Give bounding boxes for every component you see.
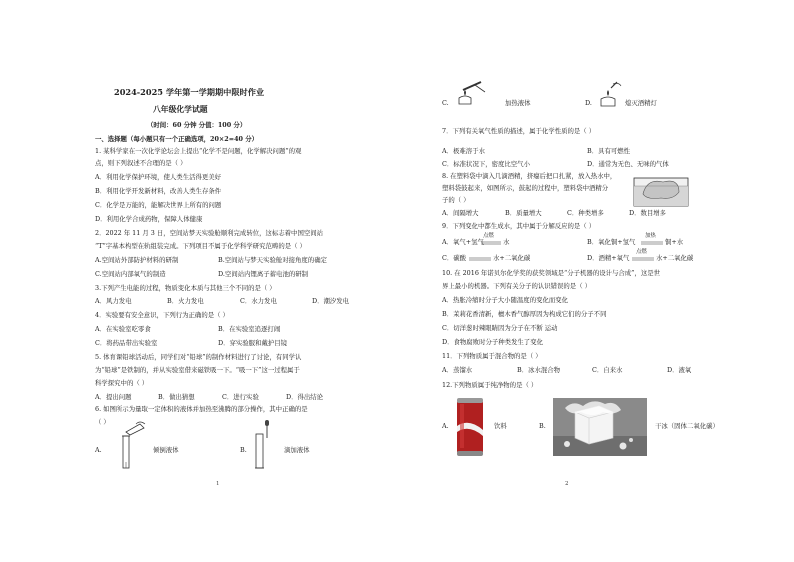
q8-option-d: D．数目增多: [629, 209, 667, 217]
q6-option-d-caption: 熄灭酒精灯: [625, 99, 657, 107]
q11-stem: 11．下列物质属于混合物的是（ ）: [442, 352, 542, 360]
q6-option-b-caption: 滴加液体: [284, 446, 310, 454]
q5-stem-line3: 科学探究中的（ ）: [95, 379, 149, 387]
q6-option-a-caption: 倾倒液体: [153, 446, 179, 454]
extinguish-lamp-illustration: [595, 82, 623, 108]
q9-option-c-reactants: C．碳酸: [442, 254, 467, 262]
q3-option-a: A．风力发电: [95, 297, 132, 305]
q9-option-d-arrow: [632, 257, 654, 261]
q10-option-a: A．热胀冷缩时分子大小随温度的变化而变化: [442, 296, 569, 304]
q5-option-c: C．进行实验: [222, 393, 259, 401]
q12-option-b-letter: B.: [539, 422, 546, 430]
q12-option-a-letter: A.: [442, 422, 449, 430]
q9-stem: 9．下列变化中都生成水，其中属于分解反应的是（ ）: [442, 222, 596, 230]
q9-option-a-products: 水: [503, 238, 510, 246]
plastic-bag-hot-water-illustration: [633, 172, 689, 208]
q7-option-c: C．标准状况下，密度比空气小: [442, 160, 530, 168]
q3-option-c: C．水力发电: [240, 297, 277, 305]
q9-option-c-arrow: [469, 257, 491, 261]
q9-option-a-reactants: A．氧气+氢气: [442, 238, 484, 246]
heat-liquid-illustration: [453, 82, 487, 108]
q6-option-a-letter: A.: [95, 446, 102, 454]
q5-option-d: D．得出结论: [286, 393, 324, 401]
q1-option-c: C．化学是万能的，能解决世界上所有的问题: [95, 201, 222, 209]
q1-stem-line1: 1. 某科学家在一次化学论坛会上提出“化学不是问题，化学解决问题”的观: [95, 147, 302, 155]
q9-option-b-reactants: B．氧化铜+氢气: [587, 238, 636, 246]
q10-stem-line2: 界上最小的机器。下列有关分子的认识错误的是（ ）: [442, 282, 592, 290]
q8-stem-line2: 塑料袋鼓起来，如图所示，鼓起的过程中，塑料袋中酒精分: [442, 184, 609, 192]
q8-option-c: C．种类增多: [567, 209, 604, 217]
q6-option-d-letter: D.: [585, 99, 592, 107]
q5-option-a: A．提出问题: [95, 393, 132, 401]
q12-option-a-caption: 饮料: [494, 422, 507, 430]
q4-option-c: C．将药品带出实验室: [95, 339, 158, 347]
q1-option-d: D．利用化学合成药物，保障人体健康: [95, 215, 203, 223]
q2-option-a: A.空间站外部防护材料的研制: [95, 256, 179, 264]
q5-stem-line1: 5. 体育课铅球活动后，同学们对“铅球”的制作材料进行了讨论，有同学认: [95, 353, 302, 361]
q8-stem-line1: 8. 在塑料袋中滴入几滴酒精，挤瘪后把口扎紧，放入热水中，: [442, 172, 617, 180]
q8-option-a: A．间隔增大: [442, 209, 479, 217]
q2-option-d: D.空间站内锂离子蓄电池的研制: [218, 270, 309, 278]
q5-stem-line2: 为“铅球”是铁制的，并从实验室借来磁铁吸一下。“吸一下”这一过程属于: [95, 366, 300, 374]
q9-option-b-arrow: [641, 241, 663, 245]
drop-liquid-illustration: [252, 420, 282, 470]
q3-option-b: B．火力发电: [167, 297, 204, 305]
q7-option-a: A．极难溶于水: [442, 147, 485, 155]
q10-stem-line1: 10. 在 2016 年诺贝尔化学奖的获奖领域是“分子机器的设计与合成”，这是世: [442, 269, 660, 277]
q1-option-b: B．利用化学开发新材料，改善人类生存条件: [95, 187, 222, 195]
page-number-2: 2: [565, 481, 569, 487]
q6-option-b-letter: B.: [240, 446, 247, 454]
q9-option-d-products: 水+二氧化碳: [656, 254, 694, 262]
q11-option-b: B．冰水混合物: [517, 366, 561, 374]
q10-option-c: C．切洋葱时辣眼睛因为分子在不断 运动: [442, 324, 558, 332]
section-heading: 一、选择题（每小题只有一个正确选项，20×2=40 分）: [95, 135, 258, 143]
q3-stem: 3.下列产生电能的过程，物质变化本质与其他三个不同的是（ ）: [95, 284, 276, 292]
q6-option-c-caption: 加热液体: [505, 99, 531, 107]
q6-option-c-letter: C.: [442, 99, 449, 107]
q9-option-d-reactants: D．酒精+氧气: [587, 254, 630, 262]
q4-stem: 4．实验要有安全意识，下列行为正确的是（ ）: [95, 311, 229, 319]
exam-meta: （时间：60 分钟 分值：100 分）: [147, 121, 247, 129]
q11-option-a: A．蒸馏水: [442, 366, 473, 374]
q12-stem: 12.下列物质属于纯净物的是（ ）: [442, 381, 538, 389]
q9-option-d-condition: 点燃: [636, 249, 647, 255]
page-number-1: 1: [216, 481, 220, 487]
q3-option-d: D．潮汐发电: [312, 297, 350, 305]
q4-option-d: D．穿实验服和戴护目镜: [218, 339, 288, 347]
q7-option-b: B．具有可燃性: [587, 147, 631, 155]
q10-option-b: B．茉莉花香清新，檀木香气醇厚因为构成它们的分子不同: [442, 310, 607, 318]
q8-option-b: B．质量增大: [505, 209, 542, 217]
q6-stem-line1: 6. 如图所示为量取一定体积的液体并加热至沸腾的部分操作，其中正确的是: [95, 405, 308, 413]
q2-stem-line2: “T”字基本构型在轨组装完成。下列项目不属于化学科学研究范畴的是（ ）: [95, 242, 306, 250]
q9-option-a-arrow: [481, 241, 501, 245]
q6-stem-line2: （ ）: [95, 418, 110, 426]
q2-stem-line1: 2．2022 年 11 月 3 日，空间站梦天实验舱顺利完成转位，这标志着中国空间站: [95, 229, 324, 237]
q9-option-b-products: 铜+水: [665, 238, 684, 246]
q10-option-d: D．食物腐败时分子种类发生了变化: [442, 338, 543, 346]
q4-option-b: B．在实验室追逐打闹: [218, 325, 281, 333]
pour-liquid-illustration: [110, 422, 150, 470]
q8-stem-line3: 子的（ ）: [442, 196, 470, 204]
q2-option-c: C.空间站内部氧气的制造: [95, 270, 166, 278]
q7-option-d: D．通常为无色、无味的气体: [587, 160, 669, 168]
q12-option-b-caption: 干冰（固体二氧化碳）: [655, 422, 719, 430]
dry-ice-image: [553, 398, 647, 456]
q9-option-c-products: 水+二氧化碳: [493, 254, 531, 262]
exam-subtitle: 八年级化学试题: [153, 105, 208, 114]
q9-option-b-condition: 加热: [645, 233, 656, 239]
q5-option-b: B．做出猜想: [158, 393, 195, 401]
exam-title: 2024-2025 学年第一学期期中限时作业: [114, 87, 265, 97]
q2-option-b: B.空间站与梦天实验舱对接角度的确定: [218, 256, 327, 264]
q1-option-a: A．利用化学保护环境，使人类生活得更美好: [95, 173, 222, 181]
q11-option-d: D．液氧: [667, 366, 692, 374]
q11-option-c: C．自来水: [592, 366, 623, 374]
exam-page-2: [397, 0, 794, 562]
q7-stem: 7．下列有关氧气性质的描述，属于化学性质的是（ ）: [442, 127, 596, 135]
soda-can-image: [455, 396, 485, 458]
q4-option-a: A．在实验室吃零食: [95, 325, 151, 333]
q9-option-a-condition: 点燃: [483, 233, 494, 239]
q1-stem-line2: 点，则下列叙述不合理的是（ ）: [95, 159, 187, 167]
